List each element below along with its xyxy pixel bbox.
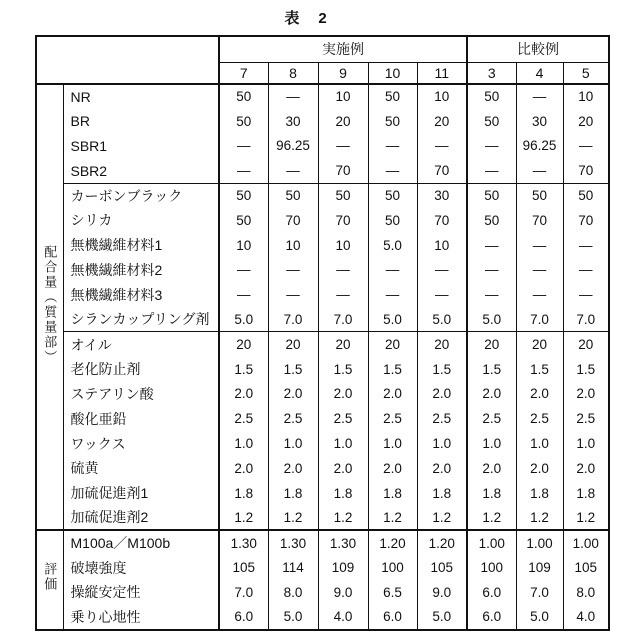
value-cell: —: [219, 282, 268, 307]
value-cell: 4.0: [318, 605, 368, 630]
table-header: [36, 36, 609, 84]
value-cell: 50: [467, 109, 516, 134]
value-cell: 5.0: [368, 233, 417, 258]
value-cell: 1.2: [417, 506, 467, 531]
value-cell: 7.0: [219, 580, 268, 605]
value-cell: 1.5: [417, 357, 467, 382]
value-cell: —: [417, 258, 467, 283]
row-label: 乗り心地性: [63, 605, 219, 630]
value-cell: 8.0: [563, 580, 609, 605]
value-cell: 5.0: [467, 307, 516, 332]
value-cell: 50: [563, 183, 609, 208]
value-cell: 2.0: [516, 382, 563, 407]
col-header-comparative-4: 4: [516, 62, 563, 84]
table-row: [36, 382, 609, 407]
value-cell: 70: [268, 208, 318, 233]
value-cell: 50: [268, 183, 318, 208]
row-label: ステアリン酸: [63, 382, 219, 407]
row-label: 硫黄: [63, 456, 219, 481]
value-cell: 2.0: [368, 456, 417, 481]
value-cell: 2.0: [368, 382, 417, 407]
value-cell: 1.5: [268, 357, 318, 382]
value-cell: 20: [467, 332, 516, 357]
value-cell: 70: [563, 158, 609, 183]
value-cell: 50: [318, 183, 368, 208]
value-cell: —: [516, 233, 563, 258]
value-cell: 50: [219, 109, 268, 134]
value-cell: 7.0: [563, 307, 609, 332]
value-cell: 1.00: [467, 530, 516, 555]
table-row: [36, 183, 609, 208]
table-row: [36, 84, 609, 109]
value-cell: —: [268, 84, 318, 109]
value-cell: 109: [516, 555, 563, 580]
row-label: ワックス: [63, 431, 219, 456]
value-cell: 1.20: [368, 530, 417, 555]
value-cell: —: [563, 134, 609, 159]
value-cell: 50: [219, 208, 268, 233]
value-cell: 10: [219, 233, 268, 258]
value-cell: —: [417, 134, 467, 159]
value-cell: 1.2: [516, 506, 563, 531]
value-cell: 10: [417, 84, 467, 109]
value-cell: —: [368, 158, 417, 183]
value-cell: 1.8: [467, 481, 516, 506]
table-row: [36, 357, 609, 382]
value-cell: 1.8: [563, 481, 609, 506]
value-cell: 5.0: [368, 307, 417, 332]
value-cell: 1.30: [318, 530, 368, 555]
row-label: SBR2: [63, 158, 219, 183]
value-cell: 1.2: [219, 506, 268, 531]
value-cell: 2.5: [516, 406, 563, 431]
row-label: 破壊強度: [63, 555, 219, 580]
value-cell: 70: [563, 208, 609, 233]
corner-cell: [36, 36, 219, 84]
value-cell: 50: [467, 208, 516, 233]
table-row: [36, 109, 609, 134]
value-cell: —: [417, 282, 467, 307]
value-cell: —: [268, 158, 318, 183]
value-cell: 50: [219, 84, 268, 109]
value-cell: 96.25: [268, 134, 318, 159]
value-cell: 5.0: [219, 307, 268, 332]
value-cell: 1.0: [318, 431, 368, 456]
value-cell: 20: [368, 332, 417, 357]
value-cell: 2.0: [318, 456, 368, 481]
value-cell: —: [219, 158, 268, 183]
value-cell: 30: [268, 109, 318, 134]
col-group-comparative: 比較例: [467, 36, 609, 62]
value-cell: 6.0: [368, 605, 417, 630]
value-cell: 1.2: [563, 506, 609, 531]
value-cell: 2.5: [563, 406, 609, 431]
value-cell: 5.0: [268, 605, 318, 630]
col-header-example-11: 11: [417, 62, 467, 84]
row-label: 無機繊維材料2: [63, 258, 219, 283]
value-cell: 1.5: [563, 357, 609, 382]
value-cell: 2.5: [219, 406, 268, 431]
value-cell: 109: [318, 555, 368, 580]
value-cell: 7.0: [318, 307, 368, 332]
value-cell: 1.2: [268, 506, 318, 531]
value-cell: —: [467, 282, 516, 307]
value-cell: 5.0: [417, 605, 467, 630]
value-cell: —: [516, 84, 563, 109]
value-cell: 2.0: [268, 456, 318, 481]
value-cell: 1.2: [368, 506, 417, 531]
row-label: 操縦安定性: [63, 580, 219, 605]
value-cell: 2.5: [318, 406, 368, 431]
table-row: [36, 555, 609, 580]
value-cell: 2.0: [563, 382, 609, 407]
value-cell: 10: [417, 233, 467, 258]
value-cell: 105: [563, 555, 609, 580]
value-cell: 70: [516, 208, 563, 233]
value-cell: —: [563, 282, 609, 307]
value-cell: —: [268, 282, 318, 307]
row-label: 酸化亜鉛: [63, 406, 219, 431]
row-label: 老化防止剤: [63, 357, 219, 382]
table-row: [36, 431, 609, 456]
value-cell: 6.0: [219, 605, 268, 630]
value-cell: 50: [467, 183, 516, 208]
value-cell: 30: [417, 183, 467, 208]
value-cell: 2.0: [563, 456, 609, 481]
value-cell: 1.0: [417, 431, 467, 456]
value-cell: 70: [417, 208, 467, 233]
table-row: [36, 481, 609, 506]
value-cell: —: [516, 282, 563, 307]
table-row: [36, 605, 609, 630]
row-label: 無機繊維材料1: [63, 233, 219, 258]
value-cell: 20: [417, 332, 467, 357]
value-cell: —: [318, 134, 368, 159]
value-cell: 70: [417, 158, 467, 183]
value-cell: 20: [563, 332, 609, 357]
value-cell: —: [467, 158, 516, 183]
value-cell: 1.0: [268, 431, 318, 456]
row-group-label: [36, 530, 63, 629]
value-cell: 50: [368, 208, 417, 233]
value-cell: 5.0: [417, 307, 467, 332]
value-cell: —: [516, 258, 563, 283]
value-cell: 96.25: [516, 134, 563, 159]
value-cell: 1.8: [417, 481, 467, 506]
value-cell: 1.2: [318, 506, 368, 531]
value-cell: 100: [467, 555, 516, 580]
table-row: [36, 530, 609, 555]
value-cell: 10: [563, 84, 609, 109]
value-cell: 114: [268, 555, 318, 580]
value-cell: —: [368, 134, 417, 159]
value-cell: 1.5: [368, 357, 417, 382]
value-cell: 2.0: [467, 456, 516, 481]
table-row: [36, 158, 609, 183]
value-cell: 105: [417, 555, 467, 580]
value-cell: 50: [467, 84, 516, 109]
col-header-example-9: 9: [318, 62, 368, 84]
table-body: [36, 84, 609, 630]
table-row: [36, 332, 609, 357]
value-cell: 10: [268, 233, 318, 258]
table-row: [36, 134, 609, 159]
value-cell: —: [318, 282, 368, 307]
table-row: [36, 580, 609, 605]
value-cell: 7.0: [516, 580, 563, 605]
value-cell: 70: [318, 208, 368, 233]
value-cell: 6.5: [368, 580, 417, 605]
value-cell: 1.8: [318, 481, 368, 506]
value-cell: 2.0: [268, 382, 318, 407]
value-cell: 2.0: [219, 382, 268, 407]
value-cell: 50: [368, 84, 417, 109]
value-cell: —: [563, 258, 609, 283]
value-cell: 7.0: [268, 307, 318, 332]
value-cell: 1.8: [219, 481, 268, 506]
col-header-comparative-3: 3: [467, 62, 516, 84]
value-cell: 2.0: [318, 382, 368, 407]
col-header-example-8: 8: [268, 62, 318, 84]
value-cell: 1.00: [563, 530, 609, 555]
value-cell: 50: [219, 183, 268, 208]
value-cell: —: [563, 233, 609, 258]
value-cell: 1.8: [368, 481, 417, 506]
value-cell: 50: [516, 183, 563, 208]
col-header-example-7: 7: [219, 62, 268, 84]
table-title: 表 2: [284, 10, 329, 27]
value-cell: 1.30: [268, 530, 318, 555]
row-label: BR: [63, 109, 219, 134]
col-header-comparative-5: 5: [563, 62, 609, 84]
row-label: 加硫促進剤2: [63, 506, 219, 531]
value-cell: 1.0: [516, 431, 563, 456]
value-cell: 2.0: [219, 456, 268, 481]
value-cell: 1.5: [467, 357, 516, 382]
row-label: NR: [63, 84, 219, 109]
value-cell: 1.0: [368, 431, 417, 456]
value-cell: —: [368, 258, 417, 283]
table-row: [36, 506, 609, 531]
row-group-label-text: 配合量（質量部）: [42, 244, 58, 365]
value-cell: —: [467, 233, 516, 258]
value-cell: 2.0: [467, 382, 516, 407]
value-cell: 100: [368, 555, 417, 580]
value-cell: 1.20: [417, 530, 467, 555]
value-cell: —: [516, 158, 563, 183]
value-cell: 1.5: [219, 357, 268, 382]
value-cell: 1.30: [219, 530, 268, 555]
row-label: SBR1: [63, 134, 219, 159]
value-cell: 1.8: [516, 481, 563, 506]
value-cell: 105: [219, 555, 268, 580]
value-cell: 2.0: [417, 382, 467, 407]
col-group-examples: 実施例: [219, 36, 467, 62]
value-cell: 20: [318, 109, 368, 134]
value-cell: 50: [368, 183, 417, 208]
value-cell: —: [467, 258, 516, 283]
row-label: M100a／M100b: [63, 530, 219, 555]
table-row: [36, 282, 609, 307]
col-header-example-10: 10: [368, 62, 417, 84]
value-cell: 10: [318, 233, 368, 258]
value-cell: 10: [318, 84, 368, 109]
table-row: [36, 406, 609, 431]
value-cell: 1.2: [467, 506, 516, 531]
value-cell: 1.00: [516, 530, 563, 555]
value-cell: 20: [563, 109, 609, 134]
value-cell: 1.5: [318, 357, 368, 382]
table-row: [36, 456, 609, 481]
row-group-label-text: 評価: [42, 562, 58, 593]
value-cell: 6.0: [467, 605, 516, 630]
value-cell: 7.0: [516, 307, 563, 332]
value-cell: —: [268, 258, 318, 283]
value-cell: 20: [417, 109, 467, 134]
value-cell: 2.5: [417, 406, 467, 431]
table-row: [36, 307, 609, 332]
header-group-row: [36, 36, 609, 62]
value-cell: —: [318, 258, 368, 283]
value-cell: 1.0: [563, 431, 609, 456]
value-cell: 2.5: [268, 406, 318, 431]
value-cell: 1.0: [467, 431, 516, 456]
data-table: [35, 35, 610, 631]
row-label: 加硫促進剤1: [63, 481, 219, 506]
value-cell: 2.5: [368, 406, 417, 431]
value-cell: 30: [516, 109, 563, 134]
table-row: [36, 208, 609, 233]
table-row: [36, 233, 609, 258]
value-cell: 20: [219, 332, 268, 357]
row-label: カーボンブラック: [63, 183, 219, 208]
row-label: 無機繊維材料3: [63, 282, 219, 307]
value-cell: 6.0: [467, 580, 516, 605]
value-cell: 2.0: [417, 456, 467, 481]
value-cell: 2.0: [516, 456, 563, 481]
row-label: シランカップリング剤: [63, 307, 219, 332]
value-cell: 9.0: [417, 580, 467, 605]
value-cell: —: [219, 258, 268, 283]
row-label: シリカ: [63, 208, 219, 233]
value-cell: 20: [268, 332, 318, 357]
table-row: [36, 258, 609, 283]
value-cell: 20: [516, 332, 563, 357]
row-group-label: [36, 84, 63, 530]
value-cell: 1.5: [516, 357, 563, 382]
value-cell: 70: [318, 158, 368, 183]
value-cell: 1.0: [219, 431, 268, 456]
value-cell: 5.0: [516, 605, 563, 630]
value-cell: 20: [318, 332, 368, 357]
row-label: オイル: [63, 332, 219, 357]
value-cell: 8.0: [268, 580, 318, 605]
value-cell: 9.0: [318, 580, 368, 605]
value-cell: 50: [368, 109, 417, 134]
value-cell: —: [368, 282, 417, 307]
value-cell: 2.5: [467, 406, 516, 431]
value-cell: —: [467, 134, 516, 159]
value-cell: 4.0: [563, 605, 609, 630]
value-cell: 1.8: [268, 481, 318, 506]
value-cell: —: [219, 134, 268, 159]
